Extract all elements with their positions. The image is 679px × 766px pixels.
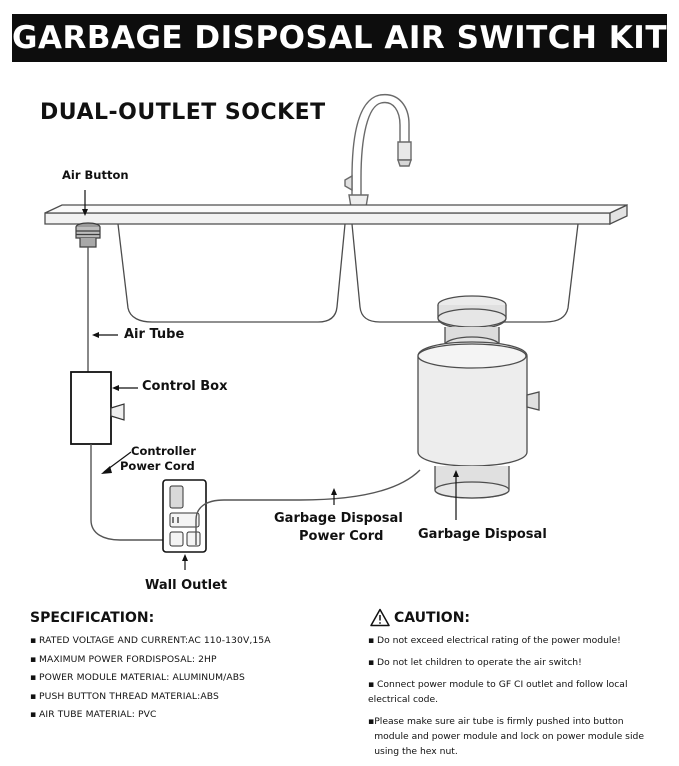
list-item: ▪ RATED VOLTAGE AND CURRENT:AC 110-130V,15A xyxy=(30,632,271,651)
air-tube-leader xyxy=(92,332,118,338)
label-gd-power-cord-line2: Power Cord xyxy=(299,529,384,544)
list-item: ▪ Please make sure air tube is firmly pushed into button module and power module and lock on power module side using the hex nut. xyxy=(368,716,644,757)
control-box-part xyxy=(71,372,124,444)
list-item: ▪ Do not exceed electrical rating of the power module! xyxy=(368,635,621,646)
wall-outlet-leader xyxy=(182,554,188,570)
air-button-part xyxy=(76,223,100,247)
label-controller-power-cord-line1: Controller xyxy=(131,444,196,458)
bullet-icon: ▪ xyxy=(30,672,37,683)
label-control-box: Control Box xyxy=(142,379,228,394)
page-title: GARBAGE DISPOSAL AIR SWITCH KIT xyxy=(12,20,667,56)
faucet-icon xyxy=(345,95,411,207)
bullet-icon: ▪ xyxy=(368,716,375,727)
label-wall-outlet: Wall Outlet xyxy=(145,578,228,593)
warning-triangle-icon xyxy=(370,608,390,627)
bullet-icon: ▪ xyxy=(368,657,375,668)
garbage-disposal-power-cord-leader xyxy=(331,488,337,505)
garbage-disposal-unit xyxy=(418,296,539,498)
bullet-icon: ▪ xyxy=(30,653,37,665)
list-item: ▪ Connect power module to GF CI outlet and follow local electrical code. xyxy=(368,679,628,705)
control-box-leader xyxy=(112,385,138,391)
bullet-icon: ▪ xyxy=(30,635,37,646)
specification-list xyxy=(30,632,271,725)
list-item: ▪ MAXIMUM POWER FORDISPOSAL: 2HP xyxy=(30,651,271,670)
wall-outlet-part xyxy=(163,480,206,552)
list-item: ▪ POWER MODULE MATERIAL: ALUMINUM/ABS xyxy=(30,669,271,688)
list-item: ▪ AIR TUBE MATERIAL: PVC xyxy=(30,706,271,725)
label-controller-power-cord-line2: Power Cord xyxy=(120,459,195,473)
label-air-button: Air Button xyxy=(62,168,129,182)
list-item: ▪ PUSH BUTTON THREAD MATERIAL:ABS xyxy=(30,688,271,707)
label-gd-power-cord-line1: Garbage Disposal xyxy=(274,511,403,526)
label-garbage-disposal: Garbage Disposal xyxy=(418,527,547,542)
bullet-icon: ▪ xyxy=(368,635,375,646)
label-air-tube: Air Tube xyxy=(124,327,185,342)
specification-heading: SPECIFICATION: xyxy=(30,610,155,626)
list-item: ▪ Do not let children to operate the air switch! xyxy=(368,657,582,668)
subtitle: DUAL-OUTLET SOCKET xyxy=(40,100,326,125)
bullet-icon: ▪ xyxy=(368,679,375,690)
sink-basins xyxy=(118,224,578,322)
sink-counter xyxy=(45,205,627,224)
bullet-icon: ▪ xyxy=(30,690,37,702)
bullet-icon: ▪ xyxy=(30,709,37,720)
caution-list xyxy=(368,633,658,766)
caution-heading: CAUTION: xyxy=(394,610,471,626)
